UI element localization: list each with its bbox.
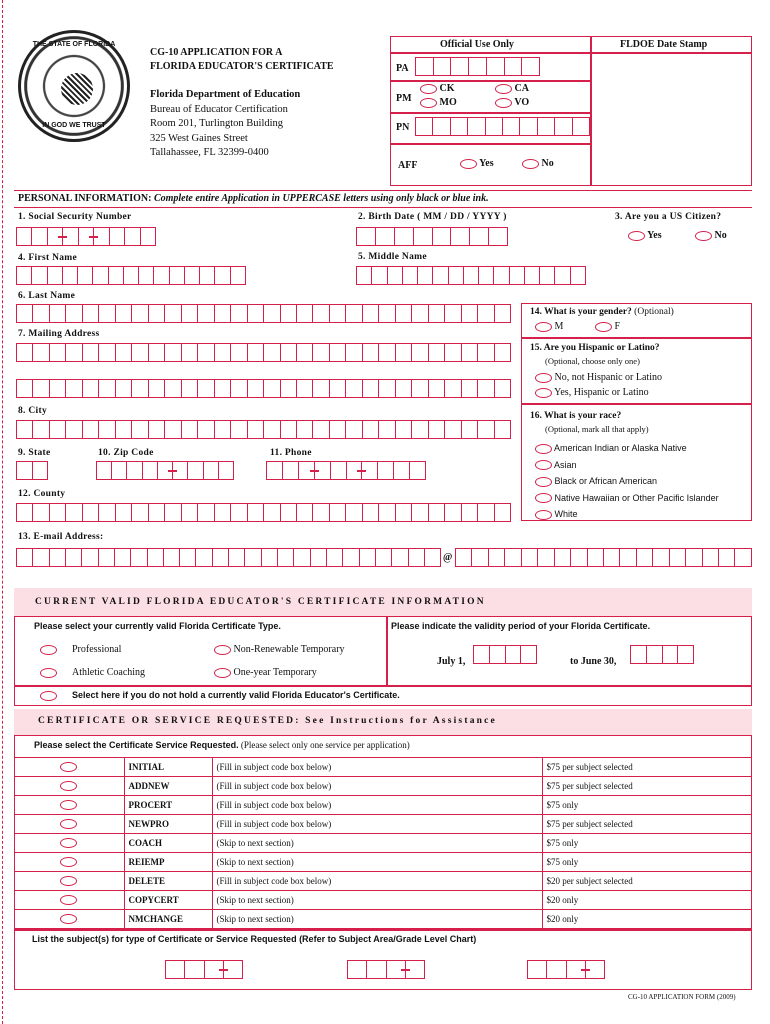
service-code: INITIAL [124,758,212,777]
mailing-address-line1[interactable] [16,343,511,362]
race-option-checkbox[interactable] [535,510,552,520]
service-row [14,777,752,796]
validity-end-year[interactable] [630,645,694,664]
service-table [14,757,752,929]
subject-code-1[interactable] [165,960,243,979]
aff-yes-radio[interactable] [460,159,477,169]
ck-radio[interactable] [420,84,437,94]
service-radio[interactable] [60,762,77,772]
service-row [14,853,752,872]
service-note: (Skip to next section) [212,910,542,929]
subject-code-2[interactable] [347,960,425,979]
service-radio[interactable] [60,838,77,848]
service-fee: $75 only [542,796,752,815]
ssn-field[interactable] [16,227,156,246]
service-note: (Fill in subject code box below) [212,872,542,891]
nonrenewable-radio[interactable] [214,645,231,655]
service-code: COACH [124,834,212,853]
hispanic-yes-radio[interactable] [535,388,552,398]
county-field[interactable] [16,503,511,522]
gender-f-radio[interactable] [595,322,612,332]
professional-radio[interactable] [40,645,57,655]
personal-info-heading: PERSONAL INFORMATION: Complete entire Application in UPPERCASE letters using only black or blue ink. [18,193,489,204]
city-field[interactable] [16,420,511,439]
service-radio[interactable] [60,819,77,829]
subject-code-3[interactable] [527,960,605,979]
service-radio[interactable] [60,800,77,810]
no-cert-radio[interactable] [40,691,57,701]
race-option-checkbox[interactable] [535,493,552,503]
service-row [14,815,752,834]
service-fee: $20 only [542,891,752,910]
service-row [14,891,752,910]
agency-address: Florida Department of Education Bureau of Educator Certification Room 201, Turlington Building 325 West Gaines Street Tallahassee, FL 32399-0400 [150,89,301,158]
service-row [14,910,752,929]
race-option-checkbox[interactable] [535,444,552,454]
service-note: (Fill in subject code box below) [212,815,542,834]
athletic-radio[interactable] [40,668,57,678]
validity-start-year[interactable] [473,645,537,664]
service-heading: CERTIFICATE OR SERVICE REQUESTED: See Instructions for Assistance [38,716,497,726]
current-cert-heading: CURRENT VALID FLORIDA EDUCATOR'S CERTIFICATE INFORMATION [35,597,486,607]
service-note: (Skip to next section) [212,834,542,853]
oneyear-radio[interactable] [214,668,231,678]
service-note: (Fill in subject code box below) [212,758,542,777]
service-code: NMCHANGE [124,910,212,929]
mo-radio[interactable] [420,98,437,108]
service-fee: $20 per subject selected [542,872,752,891]
state-field[interactable] [16,461,48,480]
service-fee: $75 per subject selected [542,815,752,834]
service-fee: $75 per subject selected [542,777,752,796]
pn-field[interactable] [415,117,590,136]
service-fee: $75 only [542,834,752,853]
ca-radio[interactable] [495,84,512,94]
service-note: (Skip to next section) [212,891,542,910]
phone-field[interactable] [266,461,426,480]
service-code: REIEMP [124,853,212,872]
race-options: American Indian or Alaska Native Asian Black or African American Native Hawaiian or Other Pacific Islander White [535,440,719,523]
service-radio[interactable] [60,914,77,924]
date-stamp-label: FLDOE Date Stamp [620,39,708,50]
service-note: (Skip to next section) [212,853,542,872]
vo-radio[interactable] [495,98,512,108]
mailing-address-line2[interactable] [16,379,511,398]
last-name-field[interactable] [16,304,511,323]
service-row [14,872,752,891]
cut-line [2,0,3,1024]
aff-no-radio[interactable] [522,159,539,169]
race-option-checkbox[interactable] [535,477,552,487]
gender-m-radio[interactable] [535,322,552,332]
middle-name-field[interactable] [356,266,586,285]
email-local-field[interactable] [16,548,441,567]
zip-code-field[interactable] [96,461,234,480]
citizen-yes-radio[interactable] [628,231,645,241]
florida-state-seal: THE STATE OF FLORIDA IN GOD WE TRUST [18,30,130,142]
hispanic-no-radio[interactable] [535,373,552,383]
official-use-title: Official Use Only [440,39,514,50]
service-code: ADDNEW [124,777,212,796]
service-radio[interactable] [60,895,77,905]
service-code: DELETE [124,872,212,891]
service-radio[interactable] [60,876,77,886]
race-option-checkbox[interactable] [535,460,552,470]
service-note: (Fill in subject code box below) [212,796,542,815]
service-note: (Fill in subject code box below) [212,777,542,796]
pa-field[interactable] [415,57,540,76]
service-row [14,796,752,815]
service-code: PROCERT [124,796,212,815]
first-name-field[interactable] [16,266,246,285]
email-domain-field[interactable] [455,548,752,567]
service-code: NEWPRO [124,815,212,834]
service-code: COPYCERT [124,891,212,910]
citizen-no-radio[interactable] [695,231,712,241]
service-radio[interactable] [60,781,77,791]
service-fee: $75 only [542,853,752,872]
service-row [14,758,752,777]
service-fee: $20 only [542,910,752,929]
service-fee: $75 per subject selected [542,758,752,777]
form-footer: CG-10 APPLICATION FORM (2009) [628,993,736,1001]
form-title: CG-10 APPLICATION FOR A FLORIDA EDUCATOR'S CERTIFICATE [150,47,334,72]
birth-date-field[interactable] [356,227,508,246]
service-radio[interactable] [60,857,77,867]
service-row [14,834,752,853]
